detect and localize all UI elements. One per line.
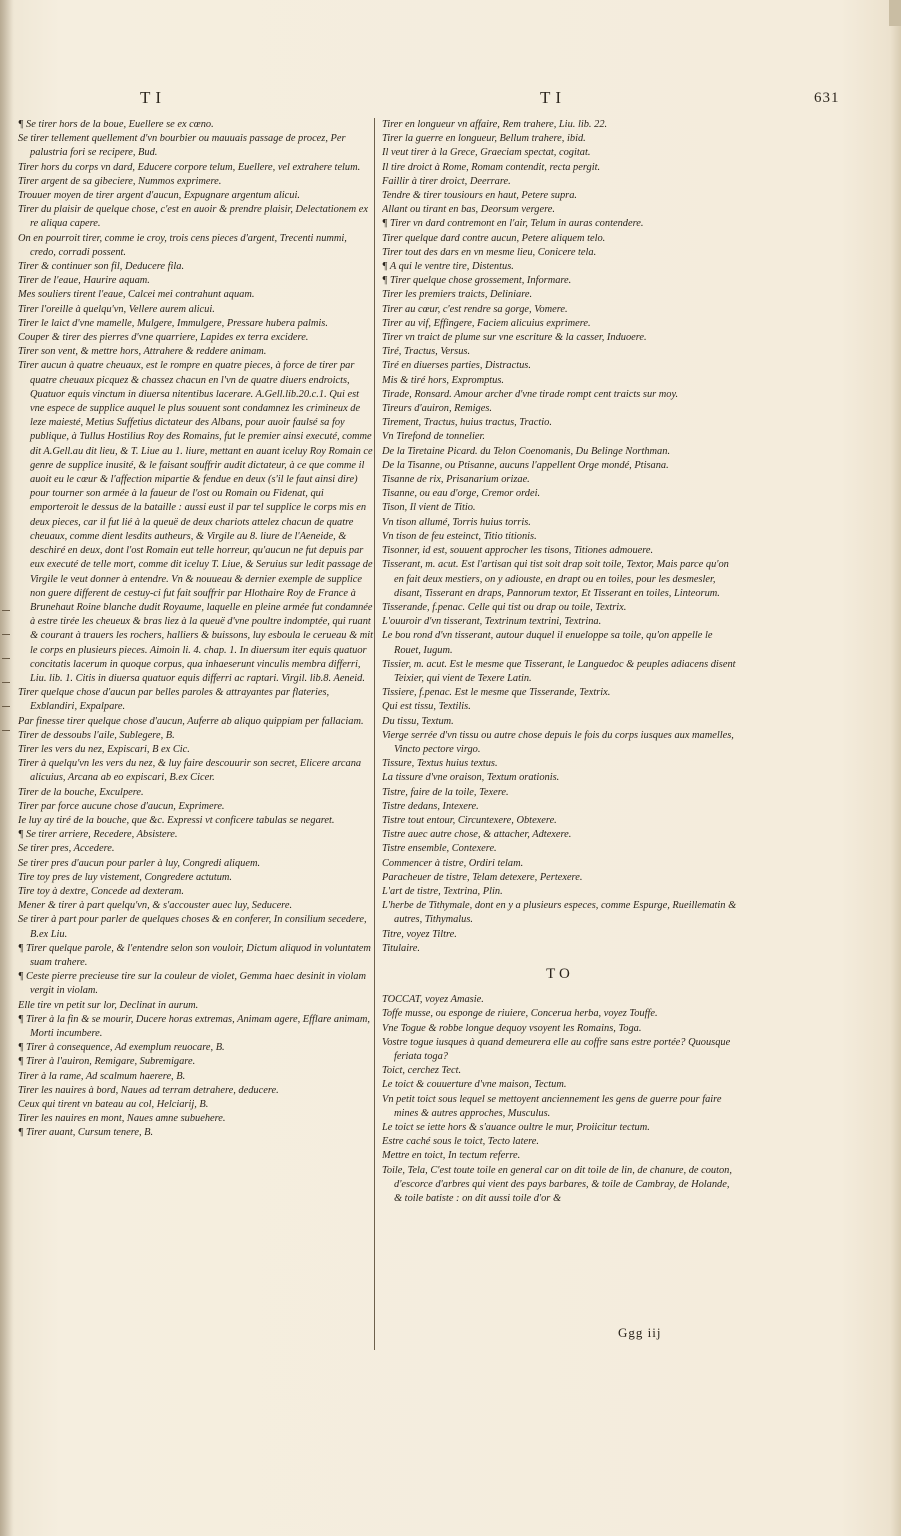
dictionary-entry: TOCCAT, voyez Amasie. (382, 994, 484, 1006)
dictionary-entry: Titulaire. (382, 942, 421, 954)
dictionary-entry: Tissiere, f.penac. Est le mesme que Tisserande, Textrix. (382, 687, 611, 699)
dictionary-entry: De la Tisanne, ou Ptisanne, aucuns l'appellent Orge mondé, Ptisana. (382, 459, 669, 471)
dictionary-entry: L'herbe de Tithymale, dont en y a plusieurs especes, comme Espurge, Rueillematin & autres, Tithymalus. (382, 900, 737, 926)
dictionary-entry: De la Tiretaine Picard. du Telon Coenomanis, Du Belinge Northman. (382, 445, 671, 457)
right-column-to-entries (382, 993, 738, 1206)
dictionary-entry: Toile, Tela, C'est toute toile en general car on dit toile de lin, de chanure, de couton, d'escorce d'arbres qui vient des pays barbares, & toile de Cambray, de Holande, & toile batiste : on dit aussi toile d'or & (382, 1164, 732, 1205)
dictionary-entry: Tirer les premiers traicts, Deliniare. (382, 289, 533, 301)
dictionary-entry: Tirer hors du corps vn dard, Educere corpore telum, Euellere, vel extrahere telum. (18, 161, 361, 173)
dictionary-entry: Vn petit toict sous lequel se mettoyent anciennement les gens de guerre pour faire mines & autres approches, Musculus. (382, 1093, 722, 1119)
dictionary-entry: Vn Tirefond de tonnelier. (382, 431, 485, 443)
dictionary-entry: Tirer quelque dard contre aucun, Petere aliquem telo. (382, 232, 606, 244)
dictionary-entry: Tiré, Tractus, Versus. (382, 346, 471, 358)
dictionary-entry: Vostre togue iusques à quand demeurera elle au coffre sans estre portée? Quousque feriata toga? (382, 1036, 731, 1062)
dictionary-entry: ¶ Tirer à la fin & se mourir, Ducere horas extremas, Animam agere, Efflare animam, Morti incumbere. (18, 1013, 370, 1039)
dictionary-entry: Tirement, Tractus, huius tractus, Tractio. (382, 417, 552, 429)
dictionary-entry: Mettre en toict, In tectum referre. (382, 1150, 521, 1162)
dictionary-entry: Tissier, m. acut. Est le mesme que Tisserant, le Languedoc & peuples adiacens disent Teixier, qui vient de Texere Latin. (382, 658, 736, 684)
dictionary-entry: Toffe musse, ou esponge de riuiere, Concerua herba, voyez Touffe. (382, 1008, 658, 1020)
dictionary-entry: Vn tison allumé, Torris huius torris. (382, 516, 531, 528)
dictionary-entry: Tisserande, f.penac. Celle qui tist ou drap ou toile, Textrix. (382, 601, 627, 613)
dictionary-entry: ¶ Tirer quelque parole, & l'entendre selon son vouloir, Dictum aliquod in voluntatem suam trahere. (18, 942, 371, 968)
dictionary-entry: Se tirer tellement quellement d'vn bourbier ou mauuais passage de procez, Per palustria fori se recipere, Bud. (18, 133, 346, 159)
dictionary-entry: ¶ Tirer quelque chose grossement, Informare. (382, 275, 572, 287)
dictionary-entry: L'art de tistre, Textrina, Plin. (382, 885, 503, 897)
dictionary-entry: Titre, voyez Tiltre. (382, 928, 457, 940)
dictionary-entry: Il tire droict à Rome, Romam contendit, recta pergit. (382, 161, 601, 173)
dictionary-entry: Il veut tirer à la Grece, Graeciam spectat, cogitat. (382, 147, 591, 159)
dictionary-entry: Estre caché sous le toict, Tecto latere. (382, 1136, 539, 1148)
dictionary-entry: Tistre, faire de la toile, Texere. (382, 786, 509, 798)
column-rule (374, 118, 375, 1350)
signature-mark: Ggg iij (618, 1325, 662, 1340)
left-column (18, 118, 374, 1378)
dictionary-entry: Tirer son vent, & mettre hors, Attrahere & reddere animam. (18, 346, 267, 358)
dictionary-entry: Tirade, Ronsard. Amour archer d'vne tirade rompt cent traicts sur moy. (382, 388, 679, 400)
dictionary-entry: Tisserant, m. acut. Est l'artisan qui tist soit drap soit toile, Textor, Mais parce qu'on en fait deux mestiers, on y adiouste, en drapt ou en toiles, pour les desmesler, disant, Tisserant en draps, Pannorum textor, Et Tisserant en toiles, Linteorum. (382, 559, 729, 599)
dictionary-entry: Tirer l'oreille à quelqu'vn, Vellere aurem alicui. (18, 303, 215, 315)
dictionary-entry: Tirer de l'eaue, Haurire aquam. (18, 275, 150, 287)
dictionary-entry: Tire toy à dextre, Concede ad dexteram. (18, 885, 185, 897)
dictionary-entry: Tirer au cœur, c'est rendre sa gorge, Vomere. (382, 303, 568, 315)
right-running-head: TI (540, 88, 567, 107)
dictionary-entry: ¶ Se tirer arriere, Recedere, Absistere. (18, 829, 178, 841)
dictionary-entry: Tirer à la rame, Ad scalmum haerere, B. (18, 1070, 186, 1082)
dictionary-entry: Trouuer moyen de tirer argent d'aucun, Expugnare argentum alicui. (18, 190, 300, 202)
dictionary-entry: Tirer quelque chose d'aucun par belles paroles & attrayantes par flateries, Exblandiri, Expalpare. (18, 687, 330, 713)
dictionary-entry: Du tissu, Textum. (382, 715, 454, 727)
dictionary-entry: Elle tire vn petit sur lor, Declinat in aurum. (18, 999, 199, 1011)
dictionary-entry: Commencer à tistre, Ordiri telam. (382, 857, 524, 869)
page-tab (889, 0, 901, 26)
dictionary-entry: La tissure d'vne oraison, Textum orationis. (382, 772, 560, 784)
dictionary-entry: Vn tison de feu esteinct, Titio titionis. (382, 530, 537, 542)
dictionary-entry: Tistre ensemble, Contexere. (382, 843, 497, 855)
dictionary-entry: Mener & tirer à part quelqu'vn, & s'accouster auec luy, Seducere. (18, 900, 293, 912)
dictionary-entry: Tirer la guerre en longueur, Bellum trahere, ibid. (382, 133, 586, 145)
dictionary-entry: ¶ Tirer à l'auiron, Remigare, Subremigare. (18, 1056, 196, 1068)
dictionary-entry: Se tirer pres, Accedere. (18, 843, 115, 855)
dictionary-entry: Tison, Il vient de Titio. (382, 502, 476, 514)
dictionary-entry: Paracheuer de tistre, Telam detexere, Pertexere. (382, 871, 583, 883)
dictionary-entry: Tirer & continuer son fil, Deducere fila. (18, 261, 185, 273)
dictionary-entry: ¶ Se tirer hors de la boue, Euellere se ex cœno. (18, 119, 214, 130)
dictionary-entry: Faillir à tirer droict, Deerrare. (382, 175, 511, 187)
dictionary-entry: Ceux qui tirent vn bateau au col, Helciarij, B. (18, 1099, 209, 1111)
dictionary-entry: Tistre tout entour, Circuntexere, Obtexere. (382, 814, 557, 826)
dictionary-entry: Par finesse tirer quelque chose d'aucun, Auferre ab aliquo quippiam per fallaciam. (18, 715, 364, 727)
left-running-head: TI (140, 88, 167, 107)
dictionary-entry: Tirer argent de sa gibeciere, Nummos exprimere. (18, 175, 222, 187)
dictionary-entry: Tirer du plaisir de quelque chose, c'est en auoir & prendre plaisir, Delectationem ex re aliqua capere. (18, 204, 368, 230)
dictionary-entry: Couper & tirer des pierres d'vne quarriere, Lapides ex terra excidere. (18, 332, 309, 344)
dictionary-entry: Tistre auec autre chose, & attacher, Adtexere. (382, 829, 572, 841)
dictionary-entry: Tisanne de rix, Prisanarium orizae. (382, 474, 530, 486)
dictionary-entry: ¶ Tirer vn dard contremont en l'air, Telum in auras contendere. (382, 218, 644, 230)
dictionary-entry: Tirer les nauires à bord, Naues ad terram detrahere, deducere. (18, 1084, 279, 1096)
dictionary-entry: Tisonner, id est, souuent approcher les tisons, Titiones admouere. (382, 545, 654, 557)
dictionary-entry: Ie luy ay tiré de la bouche, que &c. Expressi vt conficere tabulas se negaret. (18, 814, 335, 826)
dictionary-entry: Mis & tiré hors, Expromptus. (382, 374, 504, 386)
dictionary-entry: Tisanne, ou eau d'orge, Cremor ordei. (382, 488, 541, 500)
dictionary-entry: Allant ou tirant en bas, Deorsum vergere. (382, 204, 555, 216)
right-column-ti-entries (382, 118, 738, 956)
dictionary-entry: ¶ Ceste pierre precieuse tire sur la couleur de violet, Gemma haec desinit in violam vergit in violam. (18, 971, 366, 997)
dictionary-entry: Se tirer pres d'aucun pour parler à luy, Congredi aliquem. (18, 857, 261, 869)
dictionary-entry: Tirer aucun à quatre cheuaux, est le rompre en quatre pieces, à force de tirer par quatre cheuaux picquez & chassez chacun en l'vn de quatre diuers endroicts, Quatuor equis vinctum in diuersa nitentibus lacerare. A.Gell.lib.20.c.1. Qui est vne espece de supplice auquel le plus souuent sont condamnez les crimineux de leze maiesté, Metius Suffetius dictateur des Albans, pour auoir faulsé sa foy publique, à Tullus Hostilius Roy des Romains, fut le premier ainsi executé, comme dit A.Gell.au dit lieu, & T. Liue au 1. liure, mettant en auant iceluy Roy Romain ce genre de supplice inusité, & le faisant souffrir audit dictateur, à ce que comme il auoit eu le cœur & l'affection mipartie & fendue en deux (s'il le faut ainsi dire) pour tourner son armée à la faueur de l'ost ou Romain ou Fidenat, qui emporteroit le dessus de la bataille : aussi eust il par tel supplice le corps mis en deux pieces, car il fut lié à la queuë de deux chariots attelez chacun de quatre cheuaux, comme dient lesdits autheurs, & Virgile au 8. liure de l'Aeneide, & deschiré en deux, dont l'ost Romain eut telle horreur, qu'aucun ne fut depuis par eux executé de telle mort, comme dit iceluy T. Liue, & Seruius sur ledit passage de Virgile le veut donner à entendre. Vn & nouueau & dernier exemple de supplice non guere different de cestuy-ci fut fait souffrir par Hlothaire Roy de France à Brunehaut Roine blanche dudit Royaume, laquelle en pleine armée fut condamnée à estre tirée les cheueux & bras liez à la queuë d'vne poultre indomptée, qui ruant & courant à trauers les rochers, halliers & buissons, luy esboula le cerueau & mit le corps en plusieurs pieces. Aimoin li. 4. chap. 1. In diuersum iter equis quatuor concitatis lacerum in quoque corpus, qua inhaeserunt vinculis membra differri, Liu. lib. 1. Citis in diuersa quatuor equis differri ac raptari. Virgil. lib.8. Aeneid. (18, 360, 374, 684)
dictionary-entry: Toict, cerchez Tect. (382, 1065, 462, 1077)
dictionary-entry: Tiré en diuerses parties, Distractus. (382, 360, 531, 372)
dictionary-entry: Tireurs d'auiron, Remiges. (382, 403, 492, 415)
dictionary-entry: Tirer les nauires en mont, Naues amne subuehere. (18, 1113, 226, 1125)
dictionary-entry: Tirer de dessoubs l'aile, Sublegere, B. (18, 729, 175, 741)
gutter-shadow (0, 0, 14, 1536)
dictionary-entry: Tirer les vers du nez, Expiscari, B ex Cic. (18, 743, 190, 755)
dictionary-entry: Le bou rond d'vn tisserant, autour duquel il enueloppe sa toile, qu'on appelle le Rouet, Iugum. (382, 630, 713, 656)
dictionary-entry: Tirer de la bouche, Exculpere. (18, 786, 144, 798)
dictionary-entry: Le toict & couuerture d'vne maison, Tectum. (382, 1079, 567, 1091)
dictionary-entry: L'ouuroir d'vn tisserant, Textrinum textrini, Textrina. (382, 616, 602, 628)
dictionary-entry: Vne Togue & robbe longue dequoy vsoyent les Romains, Toga. (382, 1022, 642, 1034)
margin-marks (0, 600, 14, 740)
dictionary-entry: ¶ Tirer à consequence, Ad exemplum reuocare, B. (18, 1042, 225, 1054)
dictionary-entry: Tirer en longueur vn affaire, Rem trahere, Liu. lib. 22. (382, 119, 608, 130)
dictionary-entry: ¶ A qui le ventre tire, Distentus. (382, 261, 514, 273)
dictionary-entry: Tirer au vif, Effingere, Faciem alicuius exprimere. (382, 317, 591, 329)
dictionary-entry: Tissure, Textus huius textus. (382, 758, 498, 770)
dictionary-entry: Mes souliers tirent l'eaue, Calcei mei contrahunt aquam. (18, 289, 255, 301)
page-number: 631 (814, 90, 840, 106)
dictionary-entry: Tire toy pres de luy vistement, Congredere actutum. (18, 871, 233, 883)
dictionary-entry: ¶ Tirer auant, Cursum tenere, B. (18, 1127, 154, 1139)
right-column (382, 118, 738, 1378)
dictionary-entry: On en pourroit tirer, comme ie croy, trois cens pieces d'argent, Trecenti nummi, credo, corradi possent. (18, 232, 347, 258)
dictionary-entry: Le toict se iette hors & s'auance oultre le mur, Proiicitur tectum. (382, 1122, 650, 1134)
section-heading: TO (546, 965, 574, 982)
dictionary-entry: Qui est tissu, Textilis. (382, 701, 471, 713)
dictionary-entry: Vierge serrée d'vn tissu ou autre chose depuis le fois du corps iusques aux mamelles, Vincto pectore virgo. (382, 729, 734, 755)
dictionary-entry: Se tirer à part pour parler de quelques choses & en conferer, In consilium secedere, B.ex Liu. (18, 914, 367, 940)
dictionary-entry: Tirer par force aucune chose d'aucun, Exprimere. (18, 800, 225, 812)
dictionary-entry: Tirer vn traict de plume sur vne escriture & la casser, Induoere. (382, 332, 647, 344)
dictionary-entry: Tirer tout des dars en vn mesme lieu, Conicere tela. (382, 246, 597, 258)
dictionary-entry: Tistre dedans, Intexere. (382, 800, 479, 812)
dictionary-entry: Tirer à quelqu'vn les vers du nez, & luy faire descouurir son secret, Elicere arcana alicuius, Arcana ab eo expiscari, B.ex Cicer. (18, 758, 362, 784)
dictionary-entry: Tendre & tirer tousiours en haut, Petere supra. (382, 190, 578, 202)
dictionary-entry: Tirer le laict d'vne mamelle, Mulgere, Immulgere, Pressare hubera palmis. (18, 317, 328, 329)
